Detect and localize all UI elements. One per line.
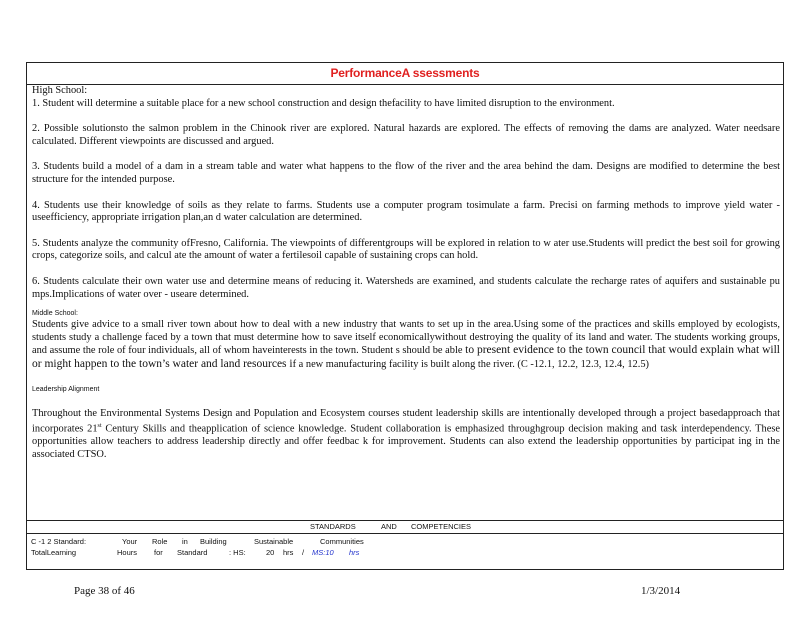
page-number: Page 38 of 46 — [74, 585, 135, 597]
hs-hours-value: 20 — [266, 548, 275, 557]
high-school-heading: High School: — [32, 85, 88, 96]
std-word-communities: Communities — [320, 537, 364, 546]
high-school-item-6: 6. Students calculate their own water use and determine means of reducing it. Watersheds are examined, and students calculate the recharge rates of aquifers and sustainable pu mps.Implications of water over - useare determined. — [32, 275, 780, 300]
section-title: PerformanceA ssessments — [330, 66, 480, 80]
standards-row-1 — [31, 536, 451, 547]
std-code: C -1 2 Standard: — [31, 537, 87, 546]
leadership-text-main: Throughout the Environmental Systems Design and Population and Ecosystem courses student leadership skills are intentionally developed through a project basedapproach that incorporates 21 — [32, 407, 780, 435]
middle-school-heading: Middle School: — [32, 310, 78, 318]
leadership-text — [32, 408, 780, 462]
leadership-superscript: st — [97, 423, 102, 430]
standards-label: STANDARDS — [310, 522, 356, 531]
high-school-item-1: 1. Student will determine a suitable place for a new school construction and design thefacility to have limited disruption to the environment. — [32, 97, 615, 109]
std-word-in: in — [182, 537, 188, 546]
middle-school-text — [32, 319, 780, 371]
middle-school-text-end: f a new manufacturing — [292, 358, 387, 370]
middle-school-text-tail: facility is built along the river. (C -12.1, 12.2, 12.3, 12.4, 12.5) — [388, 358, 650, 370]
middle-school-text-large: to present evidence to the town council that would explain what will or might happen to the town’s water and land resources i — [32, 344, 780, 370]
std-word-role: Role — [152, 537, 168, 546]
high-school-item-5: 5. Students analyze the community ofFresno, California. The viewpoints of differentgroups will be explored in relation to w ater use.Students will predict the best soil for growing crops, categorize soils, and calcul ate the amount of water a fertilesoil capable of sustaining crops can hold. — [32, 237, 780, 262]
hours-label: Hours — [117, 548, 138, 557]
for-label: for — [154, 548, 163, 557]
standards-bar — [27, 520, 783, 534]
high-school-item-2: 2. Possible solutionsto the salmon problem in the Chinook river are explored. Natural hazards are explored. The effects of removing the dams are analyzed. Water needsare calculated. Different viewpoints are discussed and argued. — [32, 123, 780, 147]
and-label: AND — [381, 522, 397, 531]
standards-table — [31, 536, 451, 558]
standard-label: Standard — [177, 548, 208, 557]
total-learning-label: TotalLearning — [31, 548, 77, 557]
std-word-sustainable: Sustainable — [254, 537, 294, 546]
footer-date: 1/3/2014 — [641, 585, 681, 597]
high-school-item-4: 4. Students use their knowledge of soils as they relate to farms. Students use a computer program tosimulate a farm. Precisi on farming methods to improve yield water -useefficiency, appropriate irrigation plan,an d water calculation are determined. — [32, 199, 780, 224]
middle-school-text-main: Students give advice to a small river town about how to deal with a new industry that wants to set up in the area.Using some of the practices and skills employed by ecologists, students study a challenge faced by a town that must determine how to save itself economicallywithout destroying the quality of its land and water. The students working groups, and assume the role of four individuals, all of whom haveinterests in the town. Student s should be able — [32, 319, 780, 357]
ms-hours-value: MS:10 — [312, 548, 334, 557]
separator-slash: / — [302, 548, 305, 557]
hs-hrs-unit: hrs — [283, 548, 294, 557]
competencies-label: COMPETENCIES — [411, 522, 472, 531]
hs-label: : HS: — [229, 548, 246, 557]
ms-hrs-unit: hrs — [349, 548, 360, 557]
std-word-building: Building — [200, 537, 227, 546]
document-frame — [26, 62, 784, 570]
high-school-item-3: 3. Students build a model of a dam in a stream table and water what happens to the flow of the river and the area behind the dam. Designs are modified to determine the best structure for the intended purpose. — [32, 161, 780, 185]
content-area — [32, 85, 780, 461]
leadership-heading: Leadership Alignment — [32, 385, 100, 393]
standards-row-2 — [31, 547, 451, 558]
std-word-your: Your — [122, 537, 138, 546]
leadership-text-after: Century Skills and theapplication of science knowledge. Student collaboration is emphasized throughgroup decision making and task interdependency. These opportunities allow teachers to address leadership directly and offer feedbac k for improvement. Students can also extend the leadership opportunities by participat ing in the associated CTSO. — [32, 423, 780, 460]
title-row — [27, 63, 783, 85]
